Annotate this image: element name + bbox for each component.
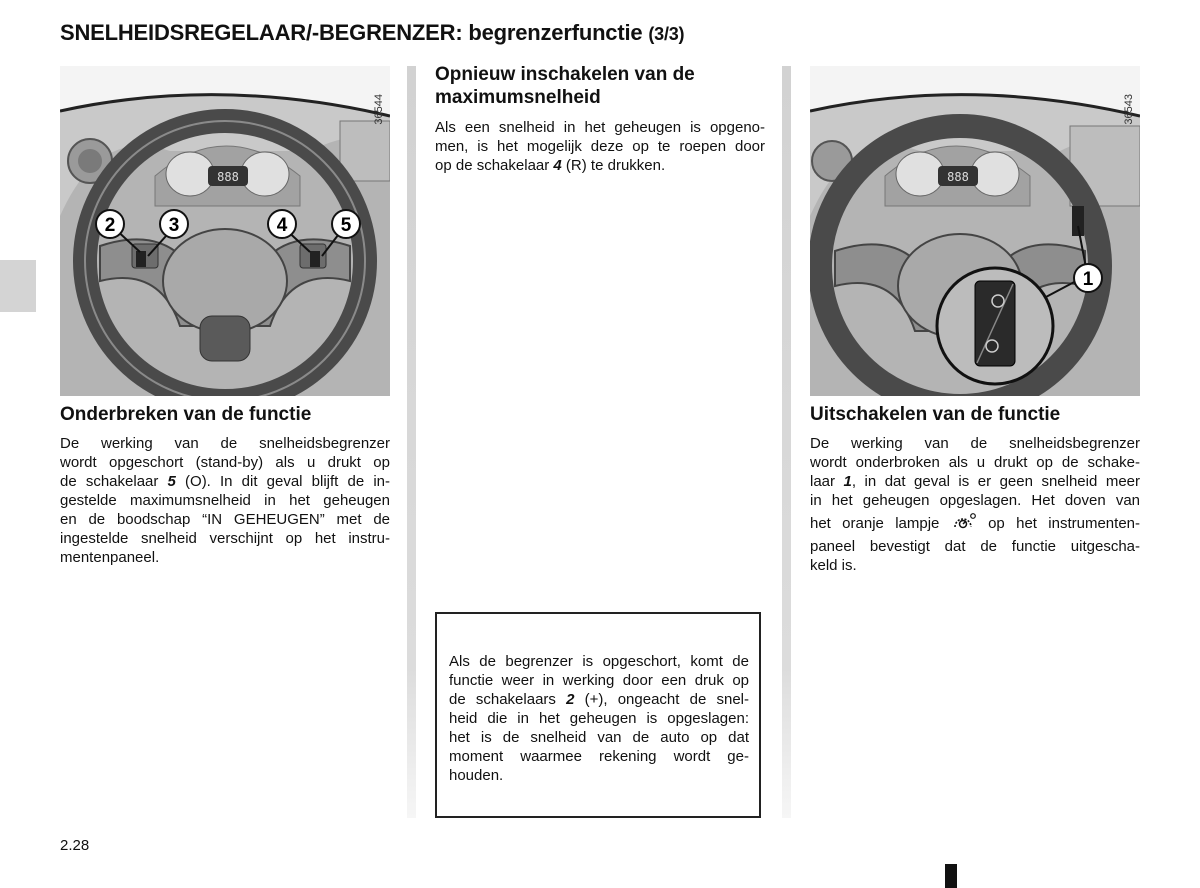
paragraph-interrupt: [60, 434, 390, 567]
text-line: Als de begrenzer is opgeschort, komt de: [449, 653, 749, 670]
text-line: laar 1, in dat geval is er geen snelheid meer: [810, 473, 1140, 490]
svg-text:888: 888: [217, 170, 239, 184]
text-line: wordt onderbroken als u drukt op de schake-: [810, 454, 1140, 471]
switch-number-2: 2: [566, 691, 575, 708]
note-text: [449, 652, 749, 785]
text-line: moment waarmee rekening wordt ge-: [449, 748, 749, 765]
text-line: De werking van de snelheidsbegrenzer: [60, 435, 390, 452]
text-line: wordt opgeschort (stand-by) als u drukt op: [60, 454, 390, 471]
text-line: het oranje lampje op het instrumenten-: [810, 510, 1140, 537]
text-line: de schakelaars 2 (+), ongeacht de snel-: [449, 691, 749, 708]
paragraph-deactivate: [810, 434, 1140, 575]
column-divider: [407, 66, 416, 818]
text-line: het is de snelheid van de auto op dat: [449, 729, 749, 746]
switch-number-4: 4: [553, 157, 562, 174]
text-line: functie weer in werking door een druk op: [449, 672, 749, 689]
callout-5: 5: [340, 215, 352, 236]
text-line: en de boodschap “IN GEHEUGEN” met de: [60, 511, 390, 528]
section-tab: [0, 260, 36, 312]
page-number: 2.28: [60, 837, 90, 854]
page-title-main: SNELHEIDSREGELAAR/-BEGRENZER: begrenzerfunctie: [60, 20, 643, 45]
note-box: [435, 612, 761, 818]
text-line: mentenpaneel.: [60, 549, 160, 566]
callout-2: 2: [104, 215, 116, 236]
section-heading-deactivate: Uitschakelen van de functie: [810, 404, 1061, 425]
text-line: keld is.: [810, 557, 857, 574]
text-line: De werking van de snelheidsbegrenzer: [810, 435, 1140, 452]
text-line: in het geheugen opgeslagen. Het doven van: [810, 492, 1140, 509]
page-title: [60, 20, 684, 46]
steering-wheel-icon: [810, 66, 1140, 396]
column-divider: [782, 66, 791, 818]
steering-wheel-switches-illustration: [60, 66, 390, 396]
text-line: de schakelaar 5 (O). In dit geval blijft de in-: [60, 473, 390, 490]
switch-number-5: 5: [167, 473, 176, 490]
page-title-suffix: (3/3): [648, 24, 685, 44]
section-heading-interrupt: Onderbreken van de functie: [60, 404, 312, 425]
heading-line: maximumsnelheid: [435, 87, 601, 108]
section-heading-reactivate: [435, 63, 695, 109]
text-line: paneel bevestigt dat de functie uitgescha-: [810, 538, 1140, 555]
steering-wheel-switch-1-illustration: [810, 66, 1140, 396]
text-line: men, is het mogelijk deze op te roepen door: [435, 138, 765, 155]
svg-text:888: 888: [947, 170, 969, 184]
callout-3: 3: [168, 215, 180, 236]
text-line: ingestelde snelheid verschijnt op het instru-: [60, 530, 390, 547]
text-line: op de schakelaar 4 (R) te drukken.: [435, 157, 666, 174]
paragraph-reactivate: [435, 118, 765, 175]
speed-limiter-warning-lamp-icon: [951, 512, 977, 532]
image-number: 36543: [1123, 94, 1135, 125]
switch-number-1: 1: [843, 473, 852, 490]
text-line: heid die in het geheugen is opgeslagen:: [449, 710, 749, 727]
text-line: Als een snelheid in het geheugen is opgeno-: [435, 119, 765, 136]
text-line: houden.: [449, 767, 504, 784]
heading-line: Opnieuw inschakelen van de: [435, 64, 695, 85]
text-line: gestelde maximumsnelheid in het geheugen: [60, 492, 390, 509]
callout-1: 1: [1082, 269, 1094, 290]
page-edge-marker: [945, 864, 957, 888]
steering-wheel-icon: [60, 66, 390, 396]
image-number: 36544: [373, 94, 385, 125]
callout-4: 4: [276, 215, 288, 236]
